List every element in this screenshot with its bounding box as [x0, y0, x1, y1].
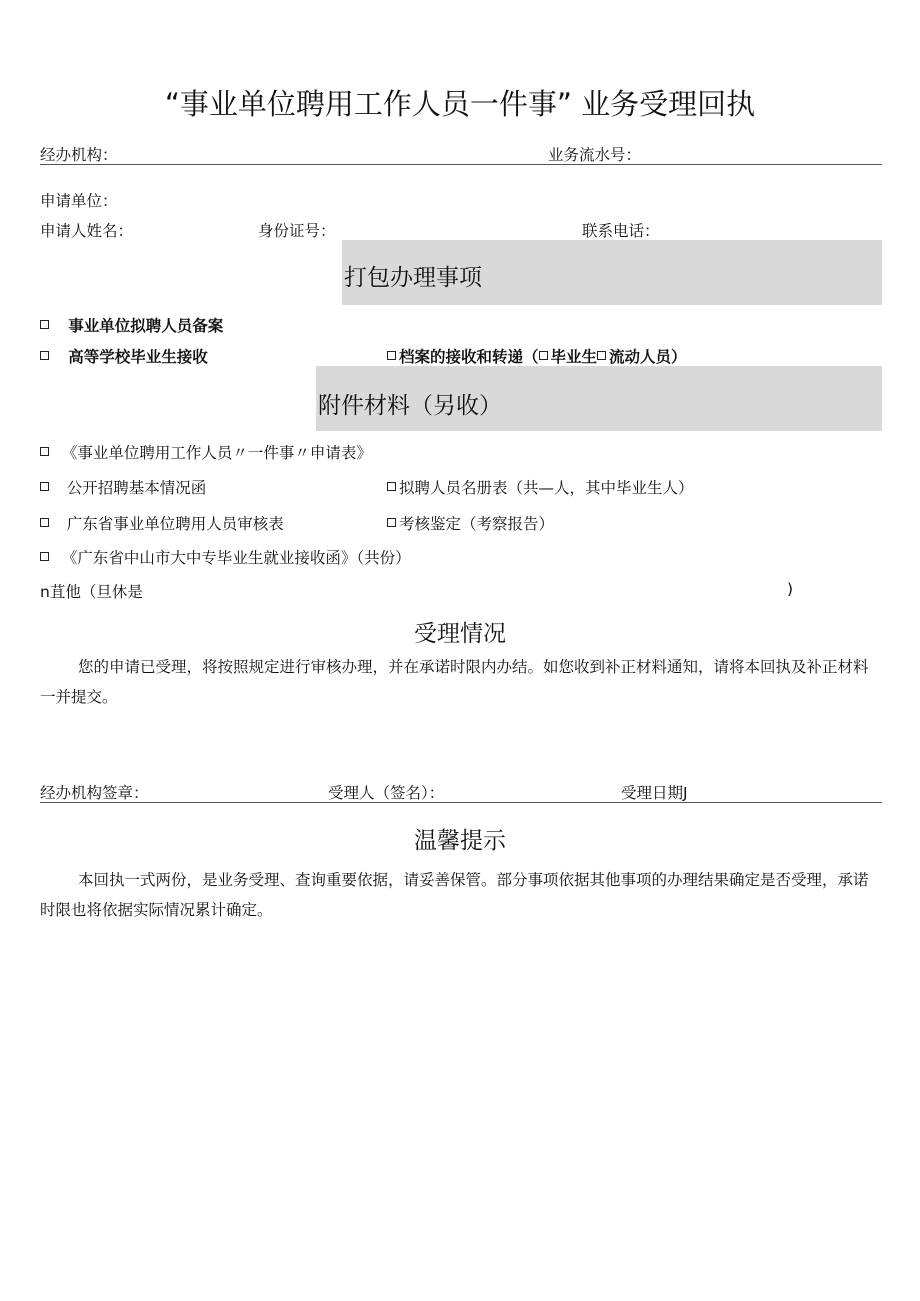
attachment-other[interactable]: n苴他（旦休是: [40, 583, 143, 601]
bundle-item-graduate-reception[interactable]: [40, 345, 208, 367]
checkbox-icon[interactable]: [387, 518, 396, 527]
bundle-item-archive-transfer[interactable]: [387, 345, 687, 367]
option-mobile-staff-label: 流动人员）: [609, 348, 687, 366]
applicant-name-label: 申请人姓名：: [40, 222, 134, 240]
checkbox-icon[interactable]: [40, 320, 49, 329]
attachment-label: 广东省事业单位聘用人员审核表: [66, 515, 284, 533]
handler-signature-label: 受理人（签名）：: [328, 784, 445, 802]
checkbox-icon[interactable]: [40, 447, 49, 456]
bundle-item-label: 事业单位拟聘人员备案: [68, 317, 224, 335]
attachment-label: 《事业单位聘用工作人员〃一件事〃申请表》: [61, 444, 372, 462]
bundle-heading: 打包办理事项: [344, 265, 482, 291]
checkbox-icon[interactable]: [40, 351, 49, 360]
id-number-label: 身份证号：: [258, 222, 336, 240]
attachment-application-form[interactable]: [40, 441, 372, 463]
attachments-heading: 附件材料（另收）: [318, 393, 502, 419]
checkbox-icon[interactable]: [387, 351, 396, 360]
bundle-item-label: 高等学校毕业生接收: [68, 348, 208, 366]
attachment-label: 考核鉴定（考察报告）: [399, 515, 555, 533]
checkbox-icon[interactable]: [40, 552, 49, 561]
attachment-review-form[interactable]: [40, 512, 284, 534]
acceptance-text: 您的申请已受理，将按照规定进行审核办理，并在承诺时限内办结。如您收到补正材料通知，请将本回执及补正材料一并提交。: [40, 658, 869, 706]
page-title: “事业单位聘用工作人员一件事” 业务受理回执: [164, 87, 756, 121]
agency-stamp-label: 经办机构签章：: [40, 784, 149, 802]
tips-text: 本回执一式两份，是业务受理、查询重要依据，请妥善保管。部分事项依据其他事项的办理结果确定是否受理，承诺时限也将依据实际情况累计确定。: [40, 871, 869, 919]
checkbox-icon[interactable]: [40, 518, 49, 527]
phone-label: 联系电话：: [582, 222, 660, 240]
checkbox-icon[interactable]: [387, 482, 396, 491]
agency-label: 经办机构：: [40, 146, 118, 164]
attachment-label: 公开招聘基本情况函: [66, 479, 207, 497]
checkbox-icon[interactable]: [597, 351, 606, 360]
applicant-unit-label: 申请单位：: [40, 192, 118, 210]
option-graduate-label: 毕业生: [550, 348, 598, 366]
checkbox-icon[interactable]: [539, 351, 548, 360]
header-divider: [40, 164, 882, 165]
attachment-roster[interactable]: [387, 476, 694, 498]
signature-divider: [40, 802, 882, 803]
attachment-employment-letter[interactable]: [40, 546, 411, 568]
serial-number-label: 业务流水号：: [548, 146, 642, 164]
acceptance-heading: 受理情况: [414, 621, 506, 647]
attachment-label: 拟聘人员名册表（共—人，其中毕业生人）: [399, 479, 694, 497]
bundle-item-recruit-filing[interactable]: [40, 314, 223, 336]
attachment-other-close: ): [787, 580, 794, 598]
attachment-recruitment-letter[interactable]: [40, 476, 206, 498]
tips-heading: 温馨提示: [414, 828, 506, 854]
acceptance-date-label: 受理日期J: [621, 784, 688, 802]
attachment-assessment[interactable]: [387, 512, 554, 534]
bundle-item-label: 档案的接收和转递（: [399, 348, 539, 366]
checkbox-icon[interactable]: [40, 482, 49, 491]
attachment-label: 《广东省中山市大中专毕业生就业接收函》（共份）: [61, 549, 411, 567]
